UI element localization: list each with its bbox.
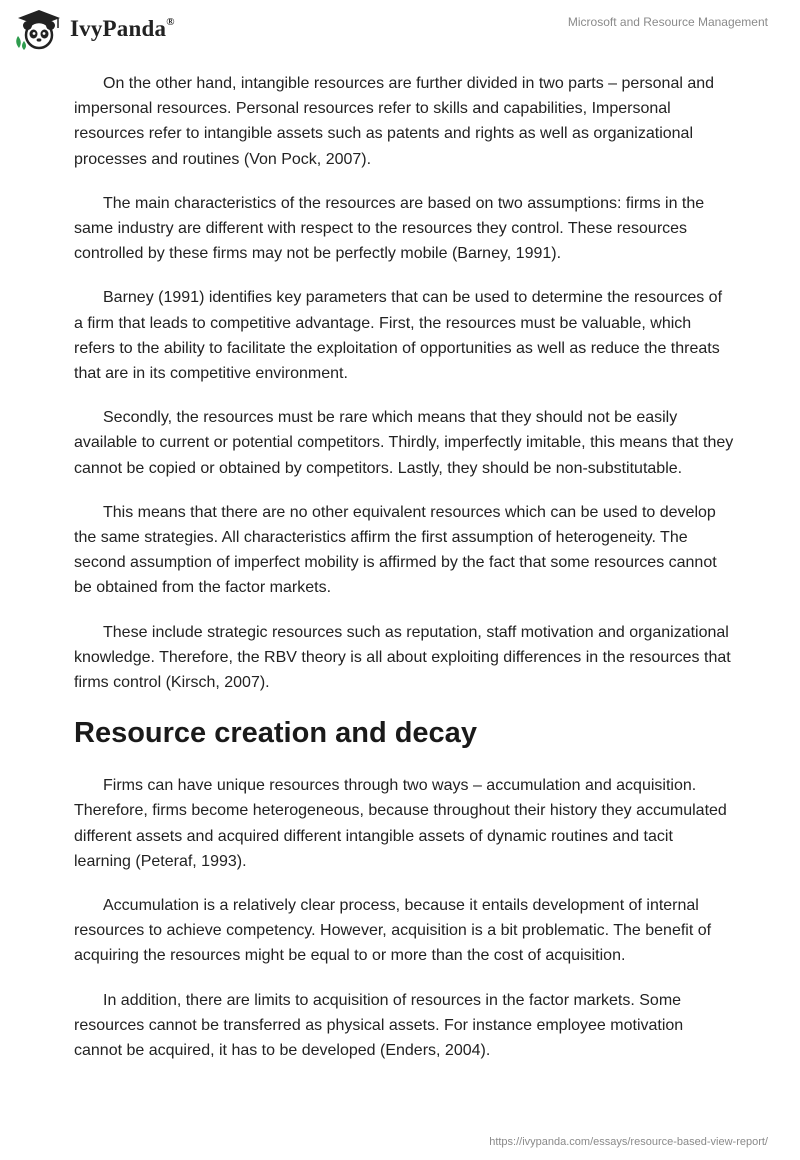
section-heading: Resource creation and decay [74, 717, 477, 750]
logo-wordmark: IvyPanda® [70, 16, 175, 41]
document-title: Microsoft and Resource Management [567, 15, 768, 29]
paragraph: Barney (1991) identifies key parameters that can be used to determine the resources of a firm that leads to competitive advantage. First, the resources must be valuable, which refers to the ability to facilitate the exploitation of opportunities as well as reduce the threats that are in its competitive environment. [74, 289, 723, 383]
source-url-link[interactable]: https://ivypanda.com/essays/resource-based-view-report/ [489, 1136, 768, 1148]
paragraph: The main characteristics of the resources are based on two assumptions: firms in the same industry are different with respect to the resources they control. These resources controlled by these firms may not be perfectly mobile (Barney, 1991). [74, 194, 705, 263]
paragraph: These include strategic resources such as reputation, staff motivation and organizational knowledge. Therefore, the RBV theory is all about exploiting differences in the resources that firms control (Kirsch, 2007). [74, 623, 731, 692]
page-header [0, 0, 800, 60]
paragraph: This means that there are no other equivalent resources which can be used to develop the same strategies. All characteristics affirm the first assumption of heterogeneity. The second assumption of imperfect mobility is affirmed by the fact that some resources cannot be obtained from the factor markets. [74, 503, 717, 597]
essay-content [74, 71, 734, 1082]
paragraph: In addition, there are limits to acquisition of resources in the factor markets. Some resources cannot be transferred as physical assets. For instance employee motivation cannot be acquired, it has to be developed (Enders, 2004). [74, 991, 684, 1060]
paragraph: Firms can have unique resources through two ways – accumulation and acquisition. Therefore, firms become heterogeneous, because throughout their history they accumulated different assets and acquired different intangible assets of dynamic routines and tacit learning (Peteraf, 1993). [74, 777, 727, 870]
panda-graduate-icon [14, 8, 64, 50]
paragraph: Accumulation is a relatively clear process, because it entails development of internal resources to achieve competency. However, acquisition is a bit problematic. The benefit of acquiring the resources might be equal to or more than the cost of acquisition. [74, 897, 712, 965]
registered-mark: ® [166, 16, 175, 29]
ivypanda-logo[interactable] [14, 8, 175, 50]
paragraph: Secondly, the resources must be rare which means that they should not be easily available to current or potential competitors. Thirdly, imperfectly imitable, this means that they cannot be copied or obtained by competitors. Lastly, they should be non-substitutable. [74, 409, 734, 477]
paragraph: On the other hand, intangible resources are further divided in two parts – personal and impersonal resources. Personal resources refer to skills and capabilities, Impersonal resources refer to intangible assets such as patents and rights as well as organizational processes and routines (Von Pock, 2007). [74, 75, 715, 168]
